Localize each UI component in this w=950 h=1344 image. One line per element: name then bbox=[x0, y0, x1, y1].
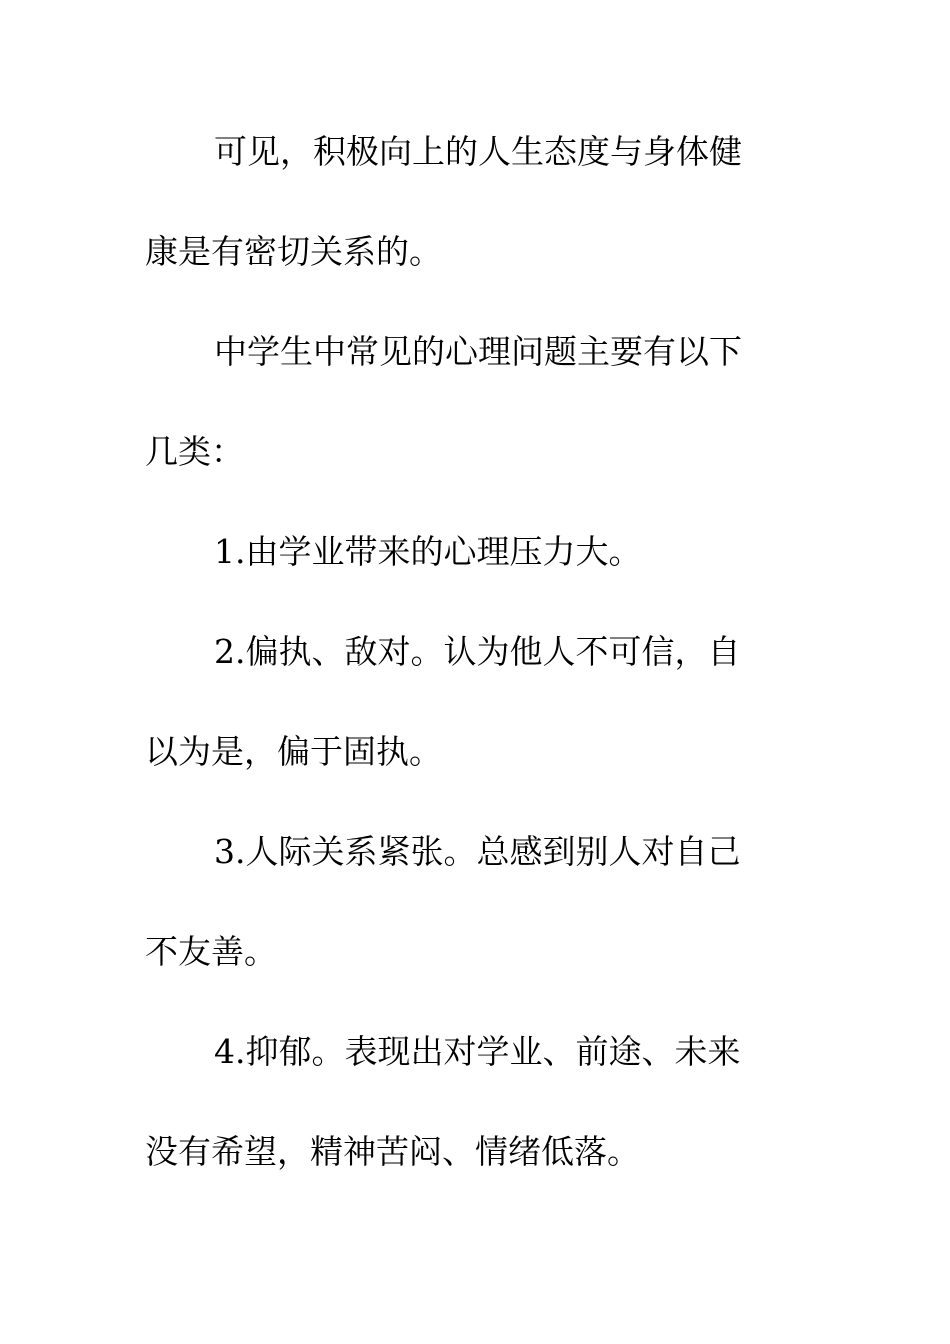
list-item-3-line-1: 3.人际关系紧张。总感到别人对自己 bbox=[214, 832, 741, 871]
paragraph-1-line-1: 可见，积极向上的人生态度与身体健 bbox=[214, 132, 742, 171]
paragraph-1-line-2: 康是有密切关系的。 bbox=[145, 232, 442, 271]
list-item-4-line-1: 4.抑郁。表现出对学业、前途、未来 bbox=[214, 1032, 741, 1071]
paragraph-2-line-1: 中学生中常见的心理问题主要有以下 bbox=[214, 332, 742, 371]
list-item-2-line-2: 以为是，偏于固执。 bbox=[145, 732, 442, 771]
list-item-1: 1.由学业带来的心理压力大。 bbox=[214, 532, 642, 571]
list-item-2-line-1: 2.偏执、敌对。认为他人不可信，自 bbox=[214, 632, 741, 671]
list-item-3-line-2: 不友善。 bbox=[145, 932, 277, 971]
paragraph-2-line-2: 几类： bbox=[145, 432, 244, 471]
list-item-4-line-2: 没有希望，精神苦闷、情绪低落。 bbox=[145, 1132, 640, 1171]
